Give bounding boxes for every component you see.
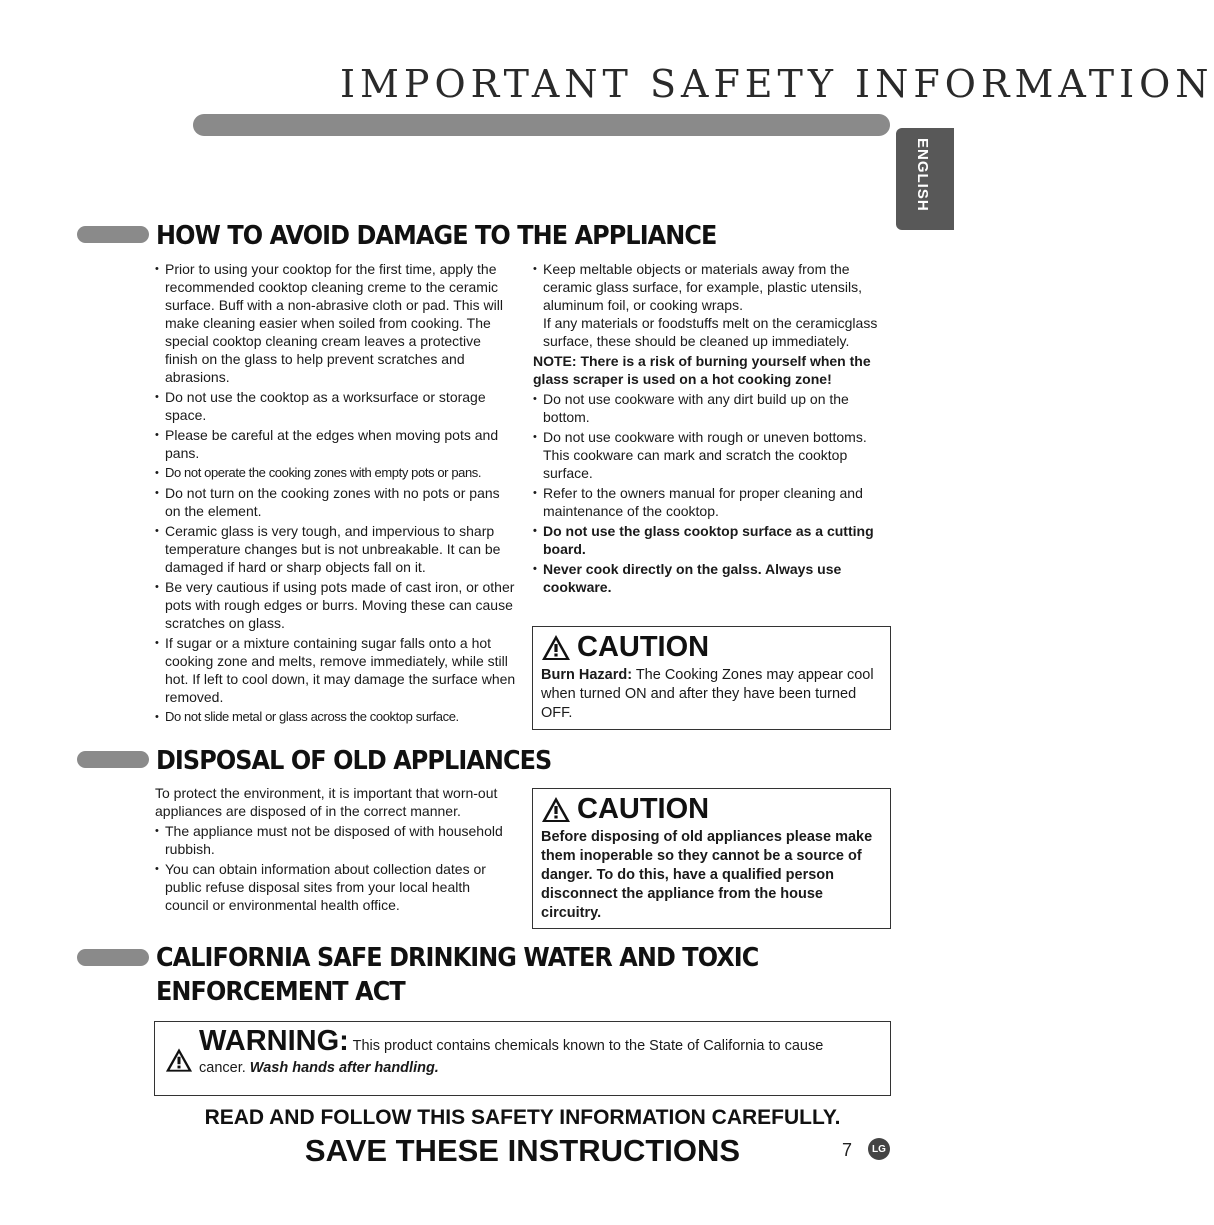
- caution-title-text: CAUTION: [577, 793, 710, 825]
- language-tab-label: ENGLISH: [914, 138, 931, 212]
- warning-emphasis: Wash hands after handling.: [249, 1060, 439, 1076]
- list-item: • Do not use cookware with any dirt build up on the bottom.: [533, 390, 891, 426]
- section-heading-avoid-damage: HOW TO AVOID DAMAGE TO THE APPLIANCE: [156, 221, 717, 251]
- section-heading-disposal: DISPOSAL OF OLD APPLIANCES: [156, 746, 552, 776]
- list-item: • Refer to the owners manual for proper cleaning and maintenance of the cooktop.: [533, 484, 891, 520]
- caution-text: The Cooking Zones may appear cool when turned ON and after they have been turned OFF.: [541, 667, 874, 721]
- read-follow-notice: READ AND FOLLOW THIS SAFETY INFORMATION CAREFULLY.: [204, 1106, 841, 1129]
- list-item: • Do not use the glass cooktop surface as a cutting board.: [533, 522, 891, 558]
- caution-box-disposal: [532, 788, 891, 929]
- warning-triangle-icon: [541, 634, 571, 661]
- page-title: IMPORTANT SAFETY INFORMATION: [340, 62, 1214, 106]
- warning-triangle-icon: [165, 1047, 193, 1073]
- warning-label: WARNING:: [199, 1025, 349, 1057]
- caution-label: Burn Hazard:: [541, 667, 633, 683]
- caution-title: [541, 794, 882, 824]
- warning-body: [199, 1025, 859, 1079]
- list-item: • Be very cautious if using pots made of cast iron, or other pots with rough edges or burrs. Moving these can cause scratches on glass.: [155, 578, 517, 632]
- caution-title: [541, 632, 882, 662]
- warning-box-california: [154, 1021, 891, 1096]
- title-divider-bar: [193, 114, 890, 136]
- save-instructions-notice: SAVE THESE INSTRUCTIONS: [304, 1133, 741, 1168]
- list-item-text: Keep meltable objects or materials away from the ceramic glass surface, for example, plastic utensils, aluminum foil, or cooking wraps.: [543, 261, 863, 313]
- list-item: • Do not operate the cooking zones with empty pots or pans.: [155, 464, 517, 482]
- list-item-continuation: If any materials or foodstuffs melt on the ceramicglass surface, these should be cleaned up immediately.: [543, 315, 878, 349]
- list-item: • Please be careful at the edges when moving pots and pans.: [155, 426, 517, 462]
- warning-text: This product contains chemicals known to the State of California to cause cancer.: [199, 1038, 824, 1076]
- section-marker: [77, 226, 149, 243]
- section-marker: [77, 751, 149, 768]
- list-item: • Do not slide metal or glass across the cooktop surface.: [155, 708, 517, 726]
- caution-title-text: CAUTION: [577, 631, 710, 663]
- list-item: • Ceramic glass is very tough, and impervious to sharp temperature changes but is not unbreakable. It can be damaged if hard or sharp objects fall on it.: [155, 522, 517, 576]
- list-item: • Prior to using your cooktop for the first time, apply the recommended cooktop cleaning creme to the ceramic surface. Buff with a non-abrasive cloth or pad. This will make cleaning easier when soiled from cooking. The special cooktop cleaning cream leaves a protective finish on the glass to help prevent scratches and abrasions.: [155, 260, 517, 386]
- warning-line: [165, 1025, 880, 1079]
- avoid-damage-left-column: [155, 260, 517, 728]
- section-marker: [77, 949, 149, 966]
- note-text: NOTE: There is a risk of burning yourself when the glass scraper is used on a hot cooking zone!: [533, 353, 871, 387]
- list-item: • The appliance must not be disposed of with household rubbish.: [155, 822, 511, 858]
- lg-logo: LG: [868, 1138, 890, 1160]
- caution-text: Before disposing of old appliances please make them inoperable so they cannot be a source of danger. To do this, have a qualified person disconnect the appliance from the house circuitry.: [541, 829, 873, 921]
- list-item: [533, 260, 891, 350]
- avoid-damage-right-column: [533, 260, 891, 598]
- warning-triangle-icon: [541, 796, 571, 823]
- section-heading-california-line2: ENFORCEMENT ACT: [156, 977, 405, 1007]
- list-item: • Do not turn on the cooking zones with no pots or pans on the element.: [155, 484, 517, 520]
- disposal-intro: To protect the environment, it is important that worn-out appliances are disposed of in the correct manner.: [155, 785, 498, 819]
- list-item: • Do not use the cooktop as a worksurface or storage space.: [155, 388, 517, 424]
- caution-body: [541, 666, 882, 723]
- section-heading-california-line1: CALIFORNIA SAFE DRINKING WATER AND TOXIC: [156, 943, 759, 973]
- list-item: • If sugar or a mixture containing sugar falls onto a hot cooking zone and melts, remove immediately, while still hot. If left to cool down, it may damage the surface when removed.: [155, 634, 517, 706]
- list-item: • Do not use cookware with rough or uneven bottoms. This cookware can mark and scratch the cooktop surface.: [533, 428, 891, 482]
- disposal-column: [155, 784, 511, 916]
- language-tab: [896, 128, 954, 230]
- list-item: • Never cook directly on the galss. Always use cookware.: [533, 560, 891, 596]
- page-number: 7: [842, 1140, 853, 1160]
- caution-box-burn-hazard: [532, 626, 891, 730]
- list-item: • You can obtain information about collection dates or public refuse disposal sites from your local health council or environmental health office.: [155, 860, 511, 914]
